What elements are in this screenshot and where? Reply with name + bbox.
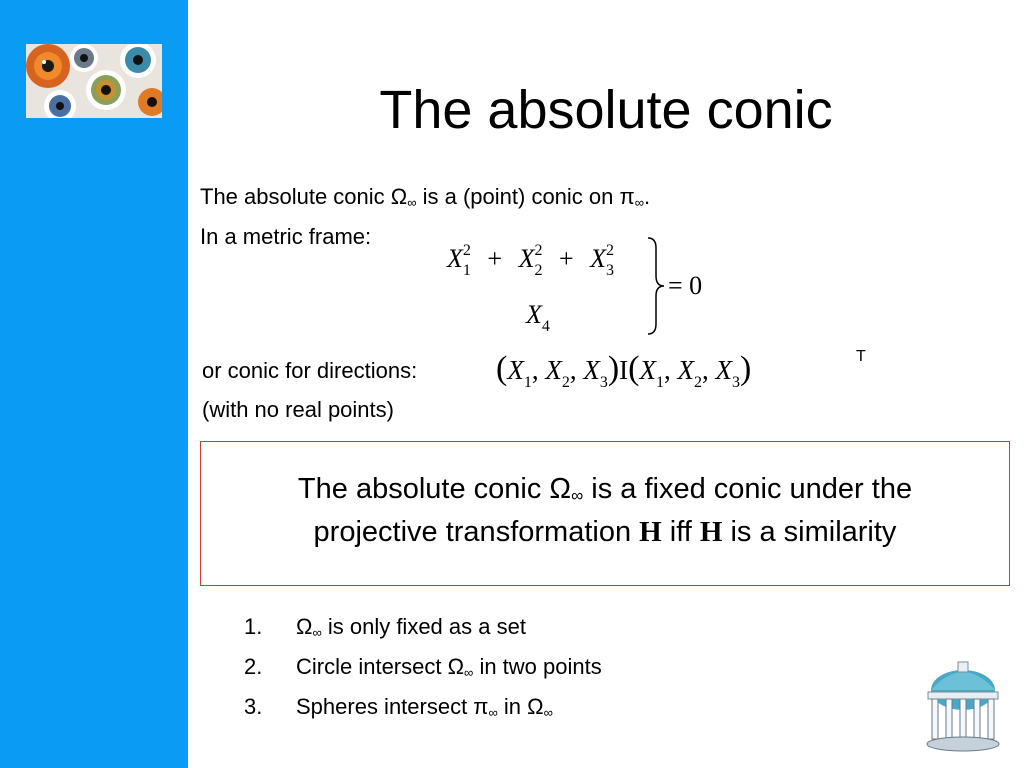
theorem-text (201, 471, 1009, 550)
eq-equals-zero: = 0 (668, 271, 703, 300)
list-item-text-a: Ω (296, 614, 313, 639)
list-item-sub-2: ∞ (543, 705, 553, 720)
direction-formula (496, 350, 752, 391)
df-x3b-sub: 3 (731, 374, 740, 391)
eq-x3-sub: 3 (606, 262, 615, 279)
right-brace-icon (646, 236, 666, 336)
list-item-text-b: is only fixed as a set (321, 614, 526, 639)
intro-middle: is a (point) conic on π (416, 184, 635, 209)
theorem-part2: is a fixed conic under the (583, 473, 913, 505)
df-comma-1: , (531, 355, 539, 385)
df-x1a: X (507, 355, 524, 385)
list-item-text-a: Spheres intersect π (296, 694, 489, 719)
intro-line (200, 184, 650, 216)
eq-plus-2: + (558, 244, 574, 273)
equation-top-row (447, 244, 614, 278)
theorem-line-2 (201, 514, 1009, 550)
list-item (244, 610, 602, 650)
eq-x2-sub: 2 (534, 262, 543, 279)
theorem-line-1 (201, 471, 1009, 514)
eye-collage-logo-icon (26, 44, 162, 118)
list-item-sub-1: ∞ (312, 625, 322, 640)
df-x3b: X (715, 355, 732, 385)
df-comma-3: , (663, 355, 671, 385)
paren-close-2: ) (739, 350, 752, 387)
list-item-text-a: Circle intersect Ω (296, 654, 465, 679)
intro-pi-subscript: ∞ (634, 195, 644, 210)
df-x3a-sub: 3 (599, 374, 608, 391)
df-identity: I (619, 355, 629, 385)
intro-suffix: . (643, 184, 651, 209)
theorem-part1: The absolute conic Ω (297, 473, 572, 505)
theorem-iff: iff (661, 516, 700, 548)
df-x2a: X (545, 355, 562, 385)
list-item-number: 1. (244, 614, 263, 639)
eq-x4: X (526, 300, 542, 329)
df-x2b-sub: 2 (693, 374, 702, 391)
theorem-part4: is a similarity (722, 516, 897, 548)
intro-prefix: The absolute conic Ω (200, 184, 408, 209)
eq-x1: X (447, 244, 463, 273)
eq-x1-sub: 1 (462, 262, 471, 279)
theorem-h1: H (639, 516, 662, 548)
transpose-mark: T (856, 348, 866, 365)
df-comma-4: , (701, 355, 709, 385)
eq-x3-exp: 2 (606, 242, 615, 259)
list-item (244, 650, 602, 690)
df-x2a-sub: 2 (561, 374, 570, 391)
df-x1b-sub: 1 (655, 374, 664, 391)
slide-title: The absolute conic (379, 80, 833, 140)
theorem-part3: projective transformation (313, 516, 640, 548)
paren-open-1: ( (496, 350, 508, 387)
list-item-sub-1: ∞ (464, 665, 474, 680)
eq-x1-exp: 2 (462, 242, 471, 259)
df-x1b: X (639, 355, 656, 385)
theorem-omega-subscript: ∞ (571, 486, 584, 505)
list-item-number: 2. (244, 654, 263, 679)
df-comma-2: , (569, 355, 577, 385)
df-x3a: X (583, 355, 600, 385)
theorem-h2: H (699, 516, 723, 548)
list-item-text-b: in Ω (497, 694, 544, 719)
list-item-sub-1: ∞ (488, 705, 498, 720)
list-item (244, 690, 602, 730)
directions-label: or conic for directions: (202, 358, 418, 383)
df-x2b: X (677, 355, 694, 385)
no-real-points-label: (with no real points) (202, 397, 394, 422)
metric-frame-label: In a metric frame: (200, 224, 372, 249)
dome-icon (922, 660, 1004, 752)
eq-x3: X (590, 244, 607, 273)
list-item-number: 3. (244, 694, 263, 719)
theorem-box (200, 441, 1010, 586)
paren-close-1: ) (607, 350, 620, 387)
df-x1a-sub: 1 (523, 374, 532, 391)
paren-open-2: ( (628, 350, 640, 387)
properties-list (244, 610, 602, 730)
list-item-text-b: in two points (473, 654, 602, 679)
eq-x2-exp: 2 (534, 242, 543, 259)
intro-omega-subscript: ∞ (407, 195, 417, 210)
eq-plus-1: + (487, 244, 503, 273)
eq-x4-sub: 4 (541, 318, 550, 335)
eq-x2: X (518, 244, 535, 273)
equation-bottom-row (526, 300, 550, 334)
